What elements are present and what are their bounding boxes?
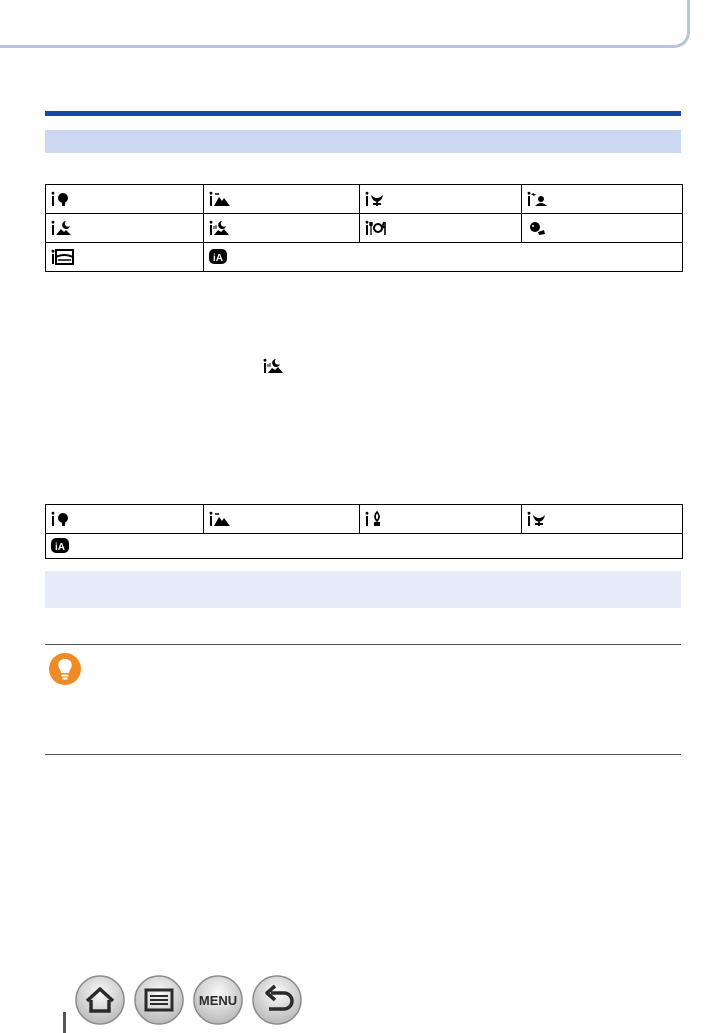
menu-label: MENU: [198, 993, 238, 1008]
subsection-heading-band: [45, 571, 681, 608]
home-icon[interactable]: [72, 974, 128, 1026]
mode-table-2: [45, 504, 683, 559]
tip-bottom-rule: [45, 754, 681, 755]
intelligent-auto-icon: [209, 249, 229, 265]
back-icon[interactable]: [249, 974, 305, 1026]
list-icon[interactable]: [131, 974, 187, 1026]
night-portrait-icon: [527, 191, 549, 207]
mode-table-1: [45, 184, 683, 272]
top-tab-frame: [0, 0, 690, 48]
cell: [204, 214, 360, 243]
nav-divider: [63, 1012, 66, 1033]
cell: [46, 185, 204, 214]
macro-icon: [365, 191, 387, 207]
cell: [46, 243, 204, 272]
spotlight-icon: [365, 511, 387, 527]
cell: [522, 214, 683, 243]
cell: [204, 185, 360, 214]
portrait-icon: [51, 511, 73, 527]
section-rule: [45, 111, 681, 116]
macro-icon: [527, 511, 549, 527]
sunset-icon: [51, 249, 75, 265]
cell: [204, 243, 683, 272]
tip-top-rule: [45, 644, 681, 645]
cell: [46, 534, 683, 559]
cell: [360, 505, 522, 534]
cell: [522, 185, 683, 214]
handheld-night-shot-icon: [263, 358, 285, 374]
cell: [360, 185, 522, 214]
section-heading-band: [45, 130, 681, 153]
food-icon: [365, 220, 387, 236]
scenery-icon: [209, 191, 231, 207]
baby-icon: [527, 220, 549, 236]
cell: [204, 505, 360, 534]
cell: [522, 505, 683, 534]
cell: [360, 214, 522, 243]
lightbulb-icon: [48, 652, 82, 686]
intelligent-auto-icon: [51, 538, 71, 554]
menu-icon[interactable]: [190, 974, 246, 1026]
night-scenery-icon: [51, 220, 73, 236]
handheld-night-shot-icon: [209, 220, 231, 236]
cell: [46, 214, 204, 243]
cell: [46, 505, 204, 534]
portrait-icon: [51, 191, 73, 207]
scenery-icon: [209, 511, 231, 527]
